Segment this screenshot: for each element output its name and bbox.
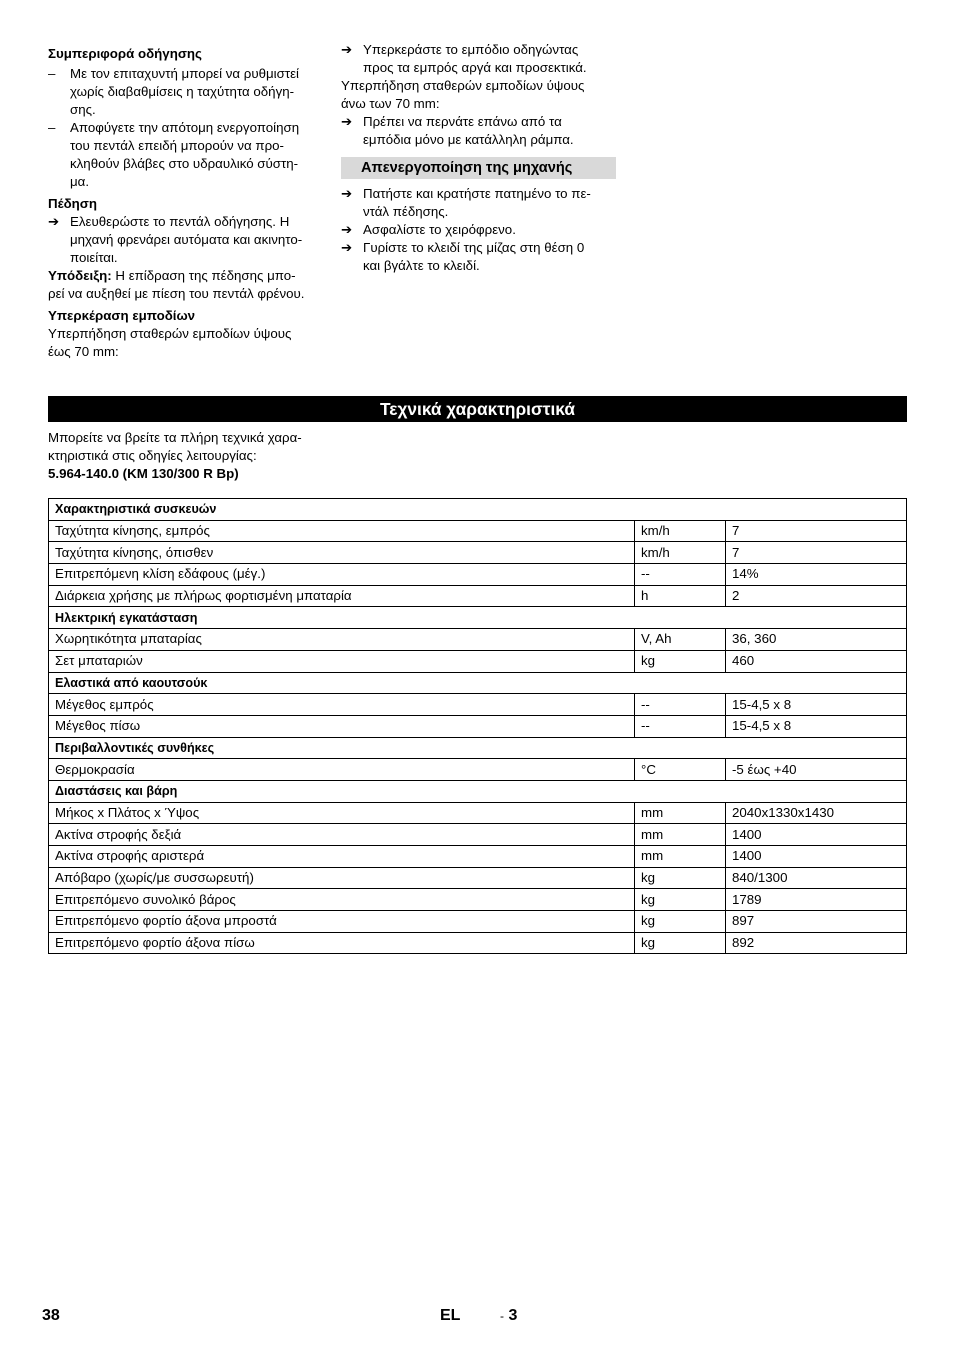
row-value: -5 έως +40 — [726, 759, 907, 781]
row-unit: km/h — [635, 520, 726, 542]
row-unit: kg — [635, 911, 726, 933]
table-group-row — [49, 780, 907, 802]
heading-driving-behaviour: Συμπεριφορά οδήγησης — [48, 46, 202, 61]
group-label: Διαστάσεις και βάρη — [49, 780, 907, 802]
list-item — [341, 185, 616, 221]
table-row — [49, 585, 907, 607]
line: ποιείται. — [70, 250, 118, 265]
right-arrow-icon: ➔ — [341, 222, 353, 237]
table-row — [49, 650, 907, 672]
row-value: 2 — [726, 585, 907, 607]
line: εμπόδια μόνο με κατάλληλη ράμπα. — [363, 132, 574, 147]
heading-obstacles: Υπερκέραση εμποδίων — [48, 308, 196, 323]
table-row — [49, 564, 907, 586]
row-value: 15-4,5 x 8 — [726, 715, 907, 737]
row-label: Απόβαρο (χωρίς/με συσσωρευτή) — [49, 867, 635, 889]
row-value: 460 — [726, 650, 907, 672]
right-arrow-icon: ➔ — [341, 114, 353, 129]
line: και βγάλτε το κλειδί. — [363, 258, 480, 273]
right-arrow-icon: ➔ — [341, 240, 353, 255]
row-value: 1789 — [726, 889, 907, 911]
row-label: Μέγεθος εμπρός — [49, 694, 635, 716]
row-label: Επιτρεπόμενο συνολικό βάρος — [49, 889, 635, 911]
line: του πεντάλ επειδή μπορούν να προ- — [70, 138, 284, 153]
list-item — [48, 65, 322, 119]
row-unit: kg — [635, 889, 726, 911]
line: Υπερπήδηση σταθερών εμποδίων ύψους — [341, 78, 585, 93]
row-unit: h — [635, 585, 726, 607]
row-label: Ταχύτητα κίνησης, όπισθεν — [49, 542, 635, 564]
row-label: Επιτρεπόμενη κλίση εδάφους (μέγ.) — [49, 564, 635, 586]
line: έως 70 mm: — [48, 344, 119, 359]
row-unit: kg — [635, 650, 726, 672]
row-unit: -- — [635, 694, 726, 716]
row-value: 1400 — [726, 846, 907, 868]
group-label: Ηλεκτρική εγκατάσταση — [49, 607, 907, 629]
line: Υπερκεράστε το εμπόδιο οδηγώντας — [363, 42, 579, 57]
row-unit: -- — [635, 564, 726, 586]
row-unit: kg — [635, 867, 726, 889]
row-unit: kg — [635, 932, 726, 954]
language-code: EL — [440, 1307, 461, 1324]
intro-text — [48, 429, 338, 483]
line: Αποφύγετε την απότομη ενεργοποίηση — [70, 120, 300, 135]
table-row — [49, 802, 907, 824]
row-label: Διάρκεια χρήσης με πλήρως φορτισμένη μπαταρία — [49, 585, 635, 607]
row-label: Ταχύτητα κίνησης, εμπρός — [49, 520, 635, 542]
table-row — [49, 889, 907, 911]
group-label: Χαρακτηριστικά συσκευών — [49, 499, 907, 521]
row-value: 892 — [726, 932, 907, 954]
table-row — [49, 694, 907, 716]
line: προς τα εμπρός αργά και προσεκτικά. — [363, 60, 587, 75]
dash: - — [500, 1309, 504, 1323]
list-item — [341, 41, 616, 77]
table-row — [49, 867, 907, 889]
list-item — [48, 213, 322, 267]
row-value: 7 — [726, 542, 907, 564]
line: Με τον επιταχυντή μπορεί να ρυθμιστεί — [70, 66, 299, 81]
left-column — [48, 45, 322, 361]
line: μα. — [70, 174, 90, 189]
row-unit: mm — [635, 802, 726, 824]
table-row — [49, 846, 907, 868]
line: Γυρίστε το κλειδί της μίζας στη θέση 0 — [363, 240, 585, 255]
list-item — [341, 221, 616, 239]
table-row — [49, 542, 907, 564]
row-label: Θερμοκρασία — [49, 759, 635, 781]
dash-icon: – — [48, 120, 56, 135]
heading-braking: Πέδηση — [48, 196, 98, 211]
table-row — [49, 759, 907, 781]
row-label: Μήκος x Πλάτος x Ύψος — [49, 802, 635, 824]
list-item — [341, 239, 616, 275]
line: άνω των 70 mm: — [341, 96, 440, 111]
table-row — [49, 932, 907, 954]
row-value: 2040x1330x1430 — [726, 802, 907, 824]
table-row — [49, 520, 907, 542]
row-value: 14% — [726, 564, 907, 586]
section-number — [500, 1307, 517, 1325]
row-label: Επιτρεπόμενο φορτίο άξονα πίσω — [49, 932, 635, 954]
line: Πρέπει να περνάτε επάνω από τα — [363, 114, 562, 129]
list-item — [341, 113, 616, 149]
line: κληθούν βλάβες στο υδραυλικό σύστη- — [70, 156, 299, 171]
row-unit: V, Ah — [635, 629, 726, 651]
row-unit: mm — [635, 846, 726, 868]
line: Μπορείτε να βρείτε τα πλήρη τεχνικά χαρα- — [48, 430, 302, 445]
section-index: 3 — [508, 1307, 518, 1324]
row-value: 1400 — [726, 824, 907, 846]
row-label: Επιτρεπόμενο φορτίο άξονα μπροστά — [49, 911, 635, 933]
right-arrow-icon: ➔ — [341, 186, 353, 201]
page-number: 38 — [42, 1307, 60, 1324]
row-value: 7 — [726, 520, 907, 542]
note-text: Η επίδραση της πέδησης μπο- — [111, 268, 296, 283]
line: Υπερπήδηση σταθερών εμποδίων ύψους — [48, 326, 292, 341]
group-label: Περιβαλλοντικές συνθήκες — [49, 737, 907, 759]
line: ντάλ πέδησης. — [363, 204, 449, 219]
line: μηχανή φρενάρει αυτόματα και ακινητο- — [70, 232, 303, 247]
line: Πατήστε και κρατήστε πατημένο το πε- — [363, 186, 591, 201]
line: κτηριστικά στις οδηγίες λειτουργίας: — [48, 448, 257, 463]
row-unit: km/h — [635, 542, 726, 564]
note-label: Υπόδειξη: — [48, 268, 112, 283]
line: σης. — [70, 102, 96, 117]
row-unit: °C — [635, 759, 726, 781]
row-label: Ακτίνα στροφής αριστερά — [49, 846, 635, 868]
line: χωρίς διαβαθμίσεις η ταχύτητα οδήγη- — [70, 84, 295, 99]
model-number: 5.964-140.0 (KM 130/300 R Bp) — [48, 466, 239, 481]
row-value: 15-4,5 x 8 — [726, 694, 907, 716]
table-row — [49, 629, 907, 651]
group-label: Ελαστικά από καουτσούκ — [49, 672, 907, 694]
section-title: Τεχνικά χαρακτηριστικά — [48, 396, 907, 422]
row-value: 897 — [726, 911, 907, 933]
right-arrow-icon: ➔ — [341, 42, 353, 57]
list-item — [48, 119, 322, 191]
table-group-row — [49, 737, 907, 759]
right-arrow-icon: ➔ — [48, 214, 60, 229]
note — [48, 267, 322, 285]
row-unit: -- — [635, 715, 726, 737]
row-label: Χωρητικότητα μπαταρίας — [49, 629, 635, 651]
row-unit: mm — [635, 824, 726, 846]
spec-table — [48, 498, 907, 954]
table-row — [49, 715, 907, 737]
row-value: 840/1300 — [726, 867, 907, 889]
table-group-row — [49, 672, 907, 694]
table-row — [49, 911, 907, 933]
table-row — [49, 824, 907, 846]
row-label: Μέγεθος πίσω — [49, 715, 635, 737]
subsection-heading-shutdown: Απενεργοποίηση της μηχανής — [341, 157, 616, 179]
note-text: ρεί να αυξηθεί με πίεση του πεντάλ φρένου. — [48, 286, 305, 301]
row-label: Σετ μπαταριών — [49, 650, 635, 672]
row-value: 36, 360 — [726, 629, 907, 651]
dash-icon: – — [48, 66, 56, 81]
middle-column — [341, 41, 616, 275]
line: Ασφαλίστε το χειρόφρενο. — [363, 222, 516, 237]
table-group-row — [49, 607, 907, 629]
row-label: Ακτίνα στροφής δεξιά — [49, 824, 635, 846]
line: Ελευθερώστε το πεντάλ οδήγησης. Η — [70, 214, 290, 229]
table-group-row — [49, 499, 907, 521]
